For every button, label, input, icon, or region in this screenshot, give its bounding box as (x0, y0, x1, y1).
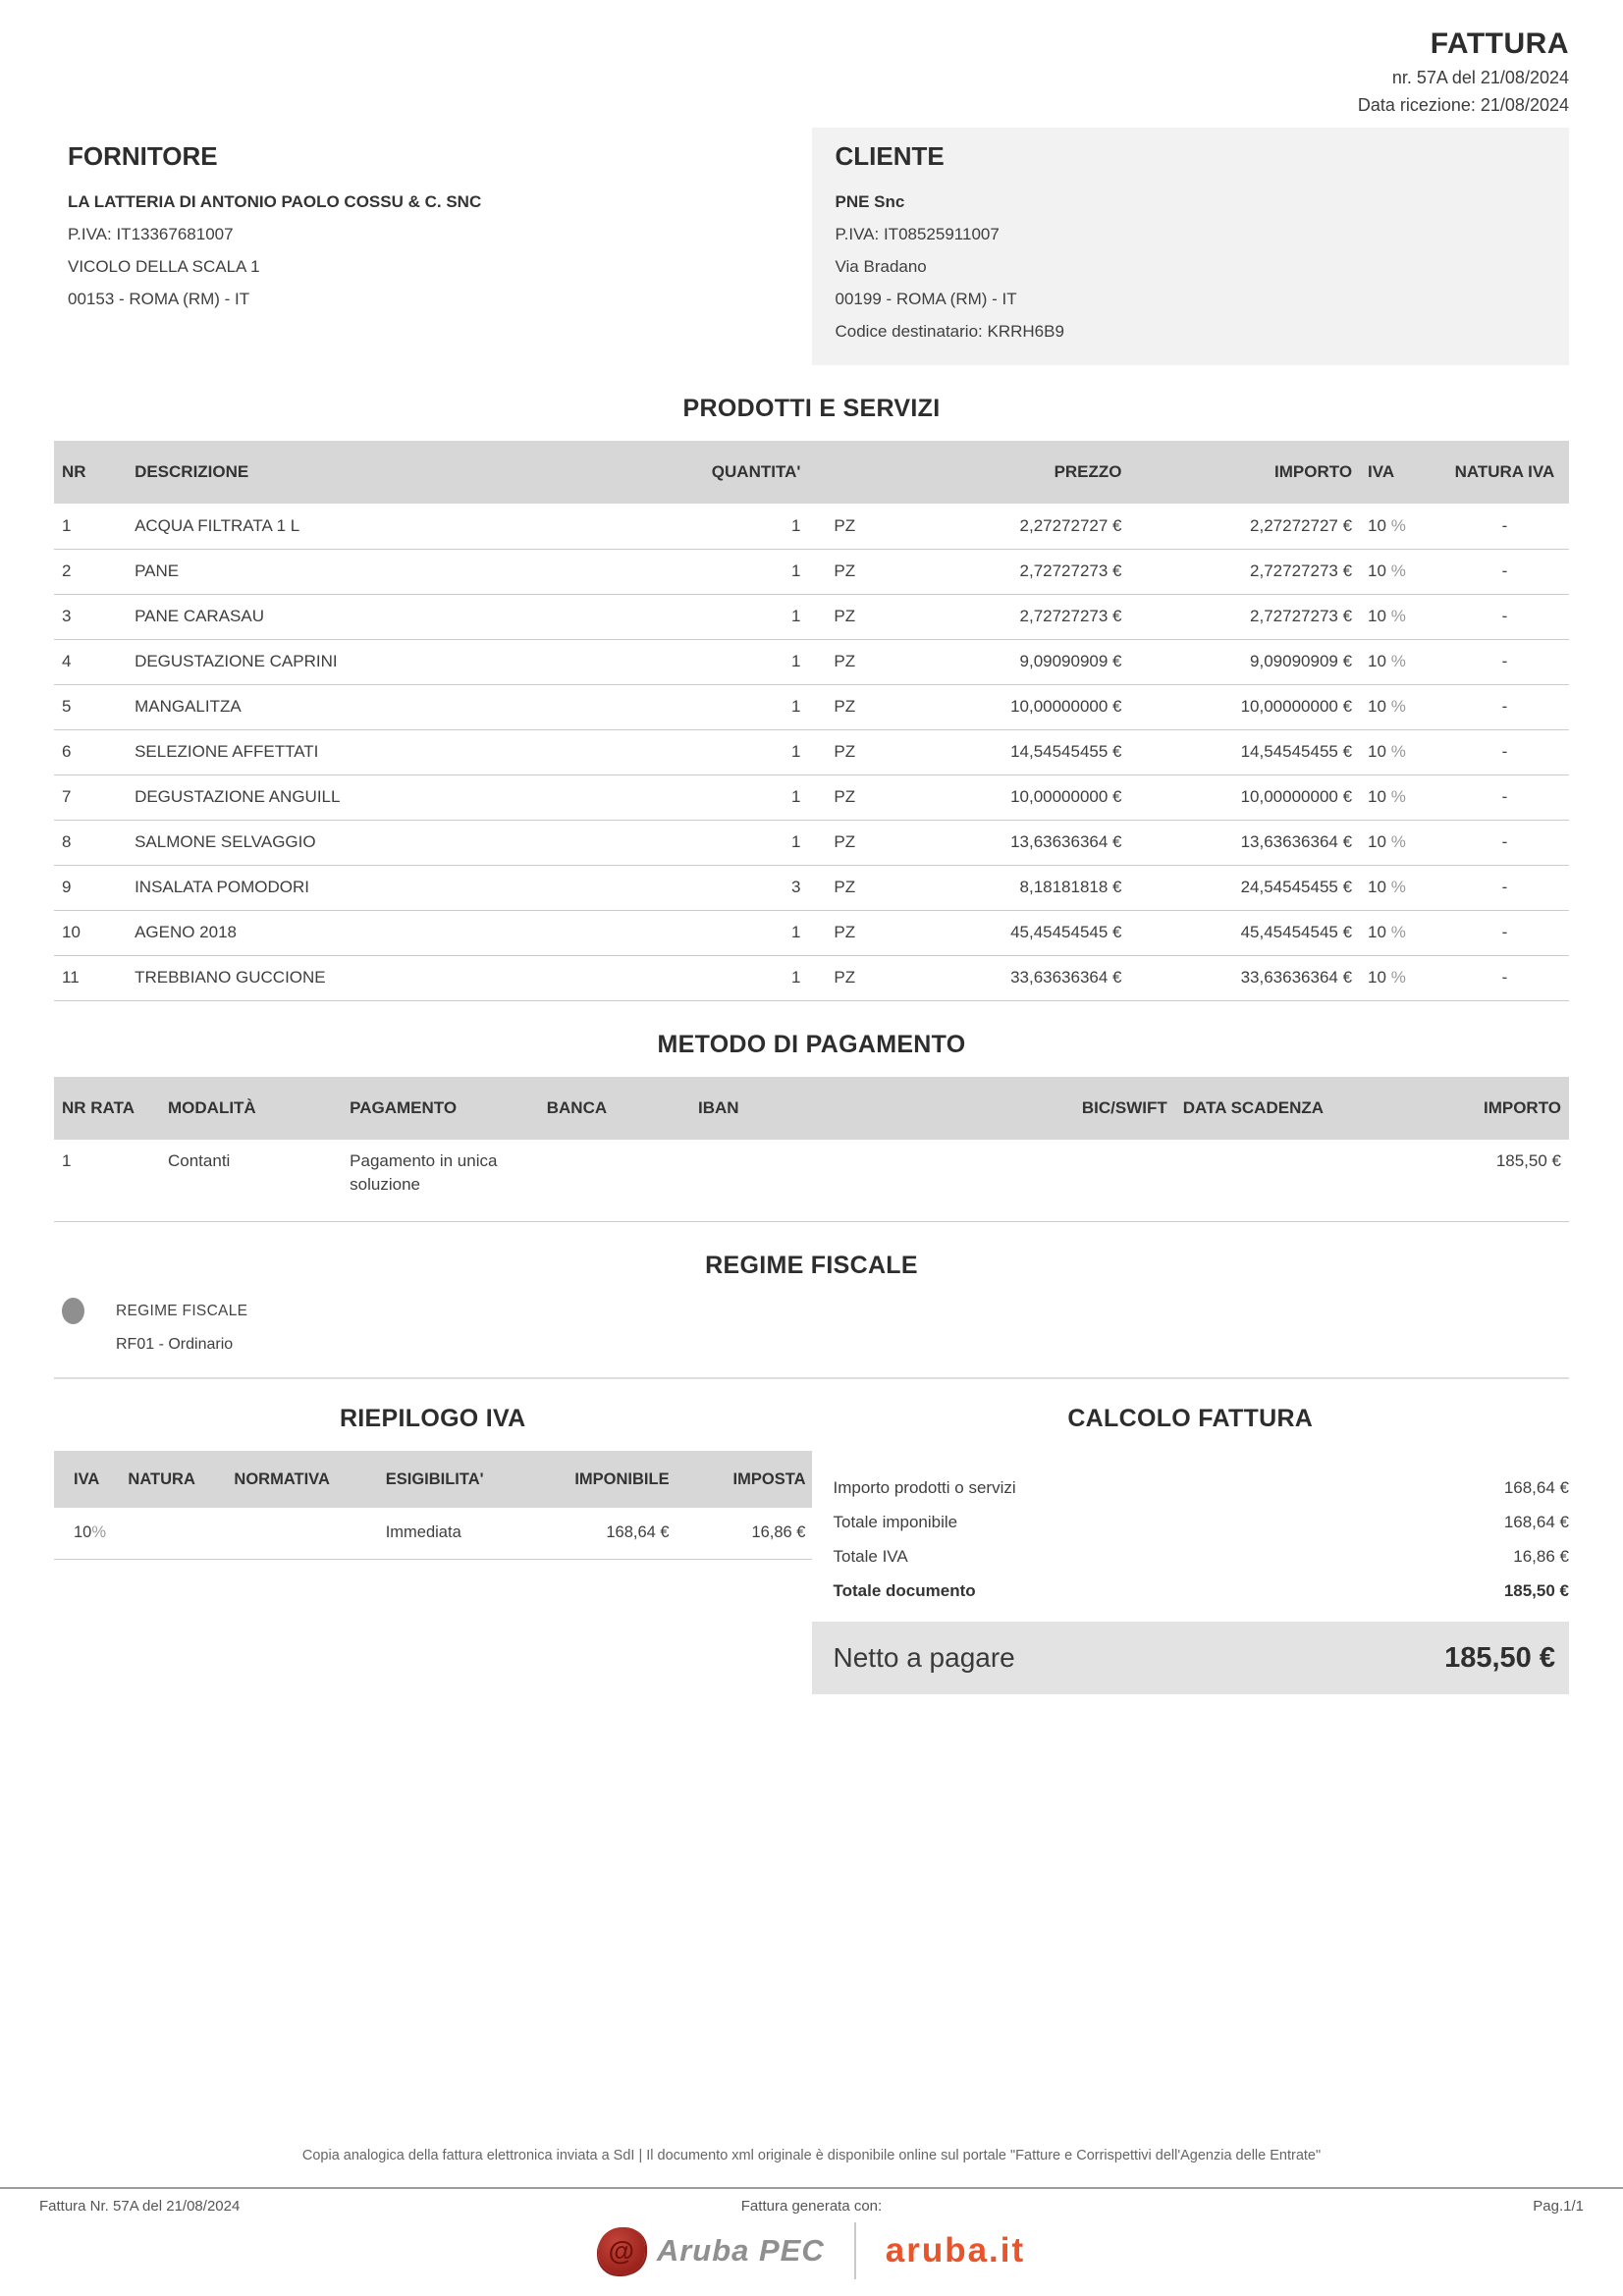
calcolo-value: 185,50 € (1503, 1581, 1569, 1600)
cliente-section (812, 128, 1570, 365)
products-header-row (54, 441, 1569, 504)
calcolo-value: 16,86 € (1513, 1547, 1569, 1566)
vat-percent-sign: % (1390, 878, 1406, 896)
aruba-pec-logo (598, 2227, 825, 2274)
footer-invoice-ref: Fattura Nr. 57A del 21/08/2024 (39, 2198, 241, 2215)
product-price: 14,54545455 € (899, 729, 1130, 774)
product-price: 2,72727273 € (899, 549, 1130, 594)
col-pagamento: PAGAMENTO (342, 1077, 539, 1140)
product-unit: PZ (808, 729, 899, 774)
calcolo-value: 168,64 € (1503, 1513, 1569, 1531)
product-unit: PZ (808, 684, 899, 729)
product-nr: 6 (54, 729, 127, 774)
product-row (54, 504, 1569, 549)
vat-value: 10 (1368, 923, 1386, 941)
product-price: 10,00000000 € (899, 774, 1130, 820)
product-nr: 10 (54, 910, 127, 955)
products-table (54, 441, 1569, 1001)
col-natura-iva: NATURA IVA (1440, 441, 1569, 504)
fornitore-name: LA LATTERIA DI ANTONIO PAOLO COSSU & C. SNC (68, 192, 482, 211)
product-price: 33,63636364 € (899, 955, 1130, 1000)
col-descrizione: DESCRIZIONE (127, 441, 596, 504)
product-quantity: 3 (596, 865, 808, 910)
footer-page-number: Pag.1/1 (1533, 2198, 1584, 2215)
product-price: 8,18181818 € (899, 865, 1130, 910)
product-price: 10,00000000 € (899, 684, 1130, 729)
product-nr: 2 (54, 549, 127, 594)
product-vat (1360, 910, 1440, 955)
calcolo-label: Totale IVA (833, 1547, 908, 1566)
col-prezzo: PREZZO (899, 441, 1130, 504)
summary-section (54, 1383, 1569, 1694)
fornitore-address: VICOLO DELLA SCALA 1 (68, 257, 260, 276)
product-row (54, 549, 1569, 594)
product-vat (1360, 729, 1440, 774)
product-unit: PZ (808, 820, 899, 865)
vat-percent-sign: % (1390, 697, 1406, 716)
product-vat (1360, 594, 1440, 639)
calcolo-row (834, 1539, 1570, 1574)
product-vat-nature: - (1440, 820, 1569, 865)
footer-meta-row (0, 2189, 1623, 2215)
calcolo-label: Importo prodotti o servizi (833, 1478, 1016, 1497)
product-nr: 1 (54, 504, 127, 549)
riepilogo-row (54, 1508, 812, 1559)
netto-label: Netto a pagare (833, 1642, 1015, 1673)
vat-value: 10 (1368, 787, 1386, 806)
product-unit: PZ (808, 594, 899, 639)
product-amount: 2,27272727 € (1130, 504, 1361, 549)
riepilogo-imposta: 16,86 € (676, 1508, 812, 1559)
product-quantity: 1 (596, 639, 808, 684)
calcolo-label: Totale imponibile (833, 1513, 958, 1531)
vat-value: 10 (1368, 697, 1386, 716)
col-iva: IVA (1360, 441, 1440, 504)
product-amount: 2,72727273 € (1130, 594, 1361, 639)
regime-section-title: REGIME FISCALE (705, 1252, 918, 1279)
product-description: MANGALITZA (127, 684, 596, 729)
riepilogo-natura (122, 1508, 228, 1559)
product-quantity: 1 (596, 594, 808, 639)
vat-value: 10 (1368, 878, 1386, 896)
product-price: 2,27272727 € (899, 504, 1130, 549)
reception-date-line: Data ricezione: 21/08/2024 (1357, 95, 1569, 115)
calcolo-value: 168,64 € (1503, 1478, 1569, 1497)
product-row (54, 594, 1569, 639)
calcolo-rows (812, 1451, 1570, 1608)
col-riepilogo-natura: NATURA (122, 1451, 228, 1508)
vat-percent-sign: % (1390, 923, 1406, 941)
fornitore-heading: FORNITORE (68, 141, 218, 171)
invoice-number-line: nr. 57A del 21/08/2024 (1391, 68, 1569, 87)
col-riepilogo-imponibile: IMPONIBILE (523, 1451, 675, 1508)
product-quantity: 1 (596, 684, 808, 729)
aruba-pec-wordmark: Aruba PEC (656, 2233, 825, 2268)
regime-value: RF01 - Ordinario (116, 1336, 234, 1353)
regime-block (54, 1298, 1569, 1354)
product-unit: PZ (808, 910, 899, 955)
vat-percent-sign: % (1390, 515, 1406, 535)
footer-logos (0, 2222, 1623, 2279)
at-glyph: @ (608, 2235, 634, 2266)
product-vat (1360, 639, 1440, 684)
vat-value: 10 (1368, 515, 1386, 535)
vat-percent-sign: % (1390, 787, 1406, 806)
product-quantity: 1 (596, 774, 808, 820)
riepilogo-iva-value (54, 1508, 122, 1559)
product-vat (1360, 549, 1440, 594)
payment-importo: 185,50 € (1387, 1140, 1569, 1222)
cliente-heading: CLIENTE (835, 141, 945, 171)
riepilogo-iva-table (54, 1451, 812, 1560)
col-nr-rata: NR RATA (54, 1077, 160, 1140)
vat-percent-sign: % (1390, 742, 1406, 761)
product-vat-nature: - (1440, 504, 1569, 549)
col-banca: BANCA (539, 1077, 690, 1140)
product-unit: PZ (808, 774, 899, 820)
product-vat-nature: - (1440, 549, 1569, 594)
product-quantity: 1 (596, 955, 808, 1000)
col-importo-pagamento: IMPORTO (1387, 1077, 1569, 1140)
payment-header-row (54, 1077, 1569, 1140)
product-quantity: 1 (596, 729, 808, 774)
vat-percent-sign: % (1390, 968, 1406, 987)
at-seal-icon (598, 2227, 645, 2274)
cliente-city: 00199 - ROMA (RM) - IT (835, 290, 1017, 308)
product-nr: 11 (54, 955, 127, 1000)
product-vat (1360, 774, 1440, 820)
col-riepilogo-imposta: IMPOSTA (676, 1451, 812, 1508)
product-nr: 5 (54, 684, 127, 729)
aruba-it-logo: aruba.it (885, 2231, 1026, 2269)
calcolo-fattura-column (812, 1383, 1570, 1694)
col-quantita: QUANTITA' (596, 441, 808, 504)
riepilogo-header-row (54, 1451, 812, 1508)
netto-value: 185,50 € (1444, 1641, 1555, 1674)
product-quantity: 1 (596, 820, 808, 865)
cliente-name: PNE Snc (835, 192, 905, 211)
product-description: DEGUSTAZIONE ANGUILL (127, 774, 596, 820)
product-vat (1360, 504, 1440, 549)
vat-value: 10 (1368, 607, 1386, 625)
product-amount: 45,45454545 € (1130, 910, 1361, 955)
product-row (54, 729, 1569, 774)
payment-table (54, 1077, 1569, 1223)
vat-value: 10 (1368, 652, 1386, 670)
product-amount: 10,00000000 € (1130, 774, 1361, 820)
col-modalita: MODALITÀ (160, 1077, 342, 1140)
footer-legal-note: Copia analogica della fattura elettronica inviata a SdI | Il documento xml originale è disponibile online sul portale "Fatture e Corrispettivi dell'Agenzia delle Entrate" (301, 2148, 1322, 2163)
riepilogo-percent-sign: % (91, 1523, 107, 1542)
product-row (54, 684, 1569, 729)
product-nr: 3 (54, 594, 127, 639)
product-amount: 10,00000000 € (1130, 684, 1361, 729)
product-amount: 9,09090909 € (1130, 639, 1361, 684)
product-amount: 2,72727273 € (1130, 549, 1361, 594)
product-vat (1360, 684, 1440, 729)
riepilogo-vat-value: 10 (74, 1523, 92, 1542)
payment-row (54, 1140, 1569, 1222)
footer-generated-with: Fattura generata con: (740, 2198, 883, 2215)
product-vat-nature: - (1440, 639, 1569, 684)
product-vat (1360, 955, 1440, 1000)
product-row (54, 955, 1569, 1000)
product-vat-nature: - (1440, 774, 1569, 820)
product-nr: 8 (54, 820, 127, 865)
payment-bic (1023, 1140, 1174, 1222)
product-description: TREBBIANO GUCCIONE (127, 955, 596, 1000)
product-price: 2,72727273 € (899, 594, 1130, 639)
product-nr: 7 (54, 774, 127, 820)
product-description: ACQUA FILTRATA 1 L (127, 504, 596, 549)
col-iban: IBAN (690, 1077, 1023, 1140)
product-vat (1360, 820, 1440, 865)
product-description: AGENO 2018 (127, 910, 596, 955)
cliente-piva: P.IVA: IT08525911007 (835, 225, 1000, 243)
product-row (54, 820, 1569, 865)
riepilogo-normativa (228, 1508, 379, 1559)
payment-scadenza (1175, 1140, 1387, 1222)
products-section-title: PRODOTTI E SERVIZI (682, 395, 941, 422)
product-vat-nature: - (1440, 865, 1569, 910)
product-unit: PZ (808, 955, 899, 1000)
section-divider (54, 1377, 1569, 1379)
payment-section-title: METODO DI PAGAMENTO (657, 1030, 966, 1058)
cliente-codice-destinatario: Codice destinatario: KRRH6B9 (835, 322, 1064, 341)
fornitore-city: 00153 - ROMA (RM) - IT (68, 290, 250, 308)
vat-value: 10 (1368, 968, 1386, 987)
product-amount: 14,54545455 € (1130, 729, 1361, 774)
riepilogo-imponibile: 168,64 € (523, 1508, 675, 1559)
regime-row (62, 1298, 1569, 1324)
product-row (54, 910, 1569, 955)
calcolo-section-title: CALCOLO FATTURA (1067, 1405, 1314, 1432)
product-description: PANE CARASAU (127, 594, 596, 639)
product-vat-nature: - (1440, 684, 1569, 729)
riepilogo-iva-column (54, 1383, 812, 1694)
product-amount: 13,63636364 € (1130, 820, 1361, 865)
product-vat-nature: - (1440, 955, 1569, 1000)
payment-nr: 1 (54, 1140, 160, 1222)
riepilogo-esigibilita: Immediata (380, 1508, 524, 1559)
product-quantity: 1 (596, 504, 808, 549)
parties-section (54, 128, 1569, 365)
product-nr: 4 (54, 639, 127, 684)
product-unit: PZ (808, 639, 899, 684)
vat-percent-sign: % (1390, 652, 1406, 670)
col-nr: NR (54, 441, 127, 504)
product-description: INSALATA POMODORI (127, 865, 596, 910)
col-importo: IMPORTO (1130, 441, 1361, 504)
col-um (808, 441, 899, 504)
product-vat (1360, 865, 1440, 910)
payment-pagamento: Pagamento in unica soluzione (342, 1140, 539, 1222)
product-vat-nature: - (1440, 910, 1569, 955)
calcolo-row (834, 1470, 1570, 1505)
col-data-scadenza: DATA SCADENZA (1175, 1077, 1387, 1140)
product-vat-nature: - (1440, 729, 1569, 774)
col-riepilogo-esigibilita: ESIGIBILITA' (380, 1451, 524, 1508)
fornitore-section (54, 128, 812, 365)
logo-divider (854, 2222, 856, 2279)
regime-label: REGIME FISCALE (116, 1302, 248, 1319)
col-riepilogo-normativa: NORMATIVA (228, 1451, 379, 1508)
vat-percent-sign: % (1390, 561, 1406, 580)
product-row (54, 774, 1569, 820)
calcolo-row (834, 1505, 1570, 1539)
calcolo-label: Totale documento (833, 1581, 976, 1600)
product-unit: PZ (808, 865, 899, 910)
netto-a-pagare-box (812, 1622, 1570, 1694)
payment-modalita: Contanti (160, 1140, 342, 1222)
calcolo-row (834, 1574, 1570, 1608)
page-footer (0, 2148, 1623, 2279)
product-quantity: 1 (596, 549, 808, 594)
product-description: DEGUSTAZIONE CAPRINI (127, 639, 596, 684)
document-header (54, 0, 1569, 116)
payment-iban (690, 1140, 1023, 1222)
payment-banca (539, 1140, 690, 1222)
product-description: SELEZIONE AFFETTATI (127, 729, 596, 774)
product-price: 9,09090909 € (899, 639, 1130, 684)
product-quantity: 1 (596, 910, 808, 955)
document-title: FATTURA (1430, 27, 1569, 60)
fornitore-piva: P.IVA: IT13367681007 (68, 225, 234, 243)
vat-value: 10 (1368, 832, 1386, 851)
vat-value: 10 (1368, 561, 1386, 580)
product-price: 45,45454545 € (899, 910, 1130, 955)
product-row (54, 639, 1569, 684)
cliente-address: Via Bradano (835, 257, 927, 276)
product-amount: 33,63636364 € (1130, 955, 1361, 1000)
col-riepilogo-iva: IVA (54, 1451, 122, 1508)
riepilogo-section-title: RIEPILOGO IVA (339, 1405, 526, 1432)
bullet-dot-icon (62, 1298, 84, 1324)
vat-percent-sign: % (1390, 832, 1406, 851)
product-description: PANE (127, 549, 596, 594)
product-unit: PZ (808, 504, 899, 549)
product-row (54, 865, 1569, 910)
product-nr: 9 (54, 865, 127, 910)
vat-percent-sign: % (1390, 607, 1406, 625)
product-unit: PZ (808, 549, 899, 594)
vat-value: 10 (1368, 742, 1386, 761)
col-bic-swift: BIC/SWIFT (1023, 1077, 1174, 1140)
product-description: SALMONE SELVAGGIO (127, 820, 596, 865)
product-vat-nature: - (1440, 594, 1569, 639)
product-amount: 24,54545455 € (1130, 865, 1361, 910)
product-price: 13,63636364 € (899, 820, 1130, 865)
